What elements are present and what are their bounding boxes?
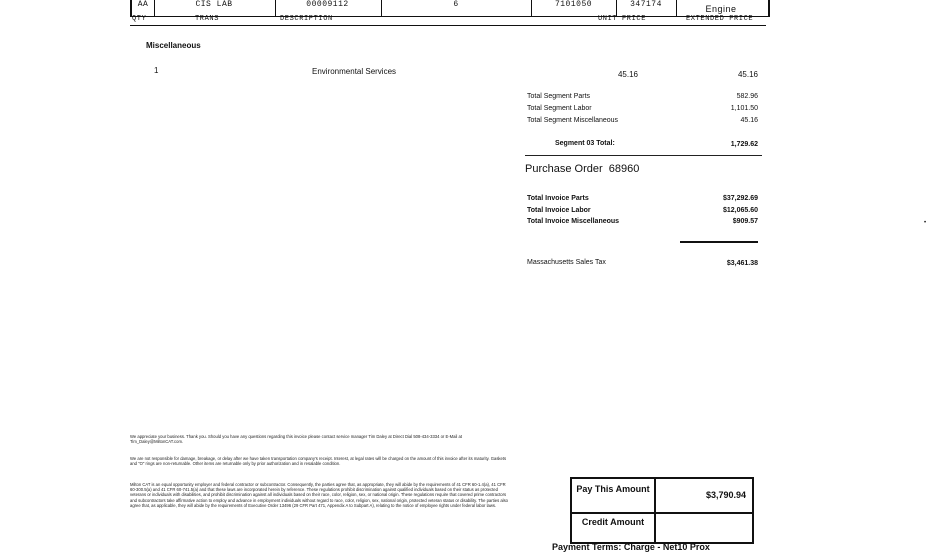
segment-total-label: Segment 03 Total:: [555, 140, 615, 147]
header-cell-job: 7101050: [554, 0, 593, 9]
footer-eeo-text: Milton CAT is an equal opportunity employer and federal contractor or subcontractor. Consequently, the parties agree that, as appropriate, they will abide by the requirements of 41 CFR 60-1.4(a), 41 CFR 60-300.5(a) and 41 CFR 60-741.5(a) and that these laws are incorporated herein by reference. These regulations prohibit discrimination against qualified individuals based on their status as protected veterans or individuals with disabilities, and prohibit discrimination against all individuals based on their race, color, religion, sex, or national origin. These regulations require that covered prime contractors and subcontractors take affirmative action to employ and advance in employment individuals without regard to race, color, religion, sex, national origin, protected veteran status or disability. The parties also agree that, as applicable, they will abide by the requirements of Executive Order 13496 (29 CFR Part 471, Appendix A to Subpart A), relating to the notice of employee rights under federal labor laws.: [130, 482, 509, 508]
payment-box: [570, 477, 754, 544]
column-header-extended-price: EXTENDED PRICE: [686, 15, 754, 23]
line-item-qty: 1: [154, 66, 159, 75]
section-title: Miscellaneous: [146, 41, 201, 50]
header-cell-component: Engine: [705, 4, 737, 14]
segment-misc-value: 45.16: [740, 117, 758, 124]
footer-returns-text: We are not responsible for damage, breakage, or delay after we have taken transportation company's receipt. Interest, at legal rates will be charged on the amount of this invoice after its maturity. Gaskets and "O" rings are non-returnable. Other items are returnable only by prior authorization and in resalable condition.: [130, 456, 507, 467]
invoice-parts-label: Total Invoice Parts: [527, 195, 589, 202]
pay-amount-label: Pay This Amount: [576, 484, 650, 494]
pay-amount-value: $3,790.94: [705, 490, 746, 500]
line-item-extended-price: 45.16: [737, 70, 758, 79]
segment-labor-label: Total Segment Labor: [527, 105, 592, 112]
footer-thank-you-text: We appreciate your business. Thank you. Should you have any questions regarding this invoice please contact service manager Tim Daley at Direct Dial 508-434-3334 or E-Mail at Tim_Daley@MiltonCAT.com.: [130, 434, 462, 445]
sales-tax-value: $3,461.38: [726, 260, 758, 267]
column-header-qty: QTY: [132, 15, 147, 23]
segment-parts-label: Total Segment Parts: [527, 93, 591, 100]
header-cell-code2: 347174: [630, 0, 662, 9]
payment-box-divider: [654, 479, 656, 542]
segment-parts-value: 582.96: [736, 93, 758, 100]
purchase-order-number: 68960: [608, 163, 640, 175]
invoice-parts-value: $37,292.69: [722, 195, 758, 202]
line-item-unit-price: 45.16: [617, 70, 638, 79]
sales-tax-label: Massachusetts Sales Tax: [527, 259, 606, 266]
header-underline: [130, 25, 766, 26]
invoice-labor-value: $12,065.60: [722, 207, 758, 214]
purchase-order: [525, 163, 639, 175]
invoice-misc-value: $909.57: [732, 218, 758, 225]
header-cell-segment: 6: [453, 0, 459, 9]
column-header-description: DESCRIPTION: [280, 15, 333, 23]
purchase-order-label: Purchase Order: [525, 163, 603, 175]
column-header-trans: TRANS: [195, 15, 220, 23]
margin-mark: •: [924, 220, 927, 226]
invoice-misc-label: Total Invoice Miscellaneous: [527, 218, 620, 225]
header-cell-serial: 00009112: [306, 0, 349, 9]
line-item-description: Environmental Services: [312, 67, 397, 76]
segment-misc-label: Total Segment Miscellaneous: [527, 117, 619, 124]
column-header-unit-price: UNIT PRICE: [598, 15, 647, 23]
segment-labor-value: 1,101.50: [730, 105, 758, 112]
invoice-totals-rule: [680, 241, 758, 243]
invoice-labor-label: Total Invoice Labor: [527, 207, 591, 214]
credit-amount-label: Credit Amount: [581, 517, 645, 527]
segment-total-value: 1,729.62: [730, 141, 758, 148]
header-cell-lab: CIS LAB: [195, 0, 233, 9]
segment-total-rule: [525, 155, 762, 156]
payment-terms: Payment Terms: Charge - Net10 Prox: [552, 542, 710, 552]
header-cell-code: AA: [137, 0, 149, 9]
